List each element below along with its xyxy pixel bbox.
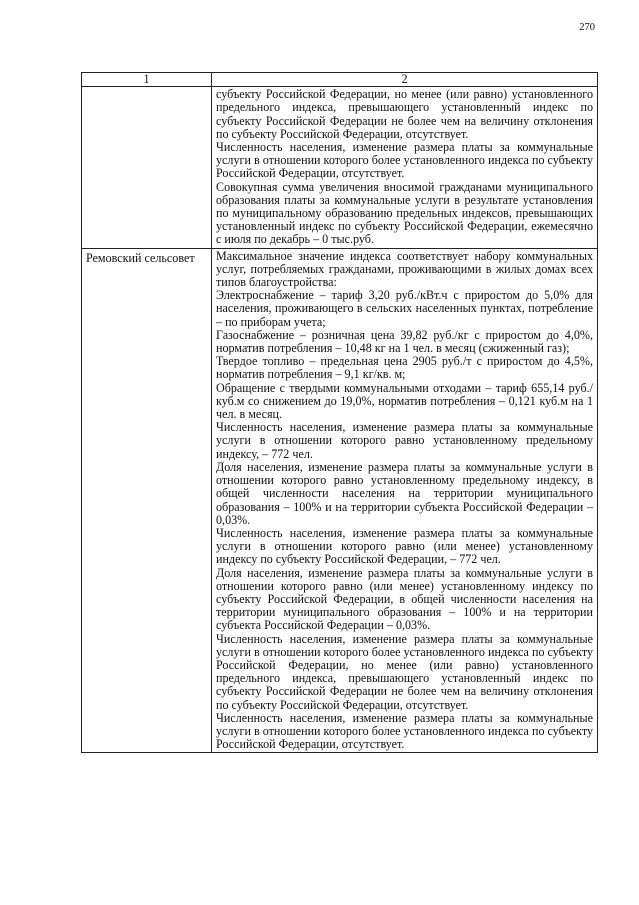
indicator-paragraph: Электроснабжение – тариф 3,20 руб./кВт.ч с приростом до 5,0% для населения, проживающего в сельских населенных пунктах, потребление – по приборам учета; — [216, 288, 593, 329]
indicator-paragraph: Численность населения, изменение размера платы за коммунальные услуги в отношении которого равно (или менее) установленному индексу по субъекту Российской Федерации, – 772 чел. — [216, 525, 593, 567]
municipality-name-cell — [82, 87, 212, 248]
document-table — [81, 72, 598, 753]
indicator-paragraph: Твердое топливо – предельная цена 2905 руб./т с приростом до 4,5%, норматив потребления – 9,1 кг/кв. м; — [216, 354, 593, 382]
indicator-paragraph: Обращение с твердыми коммунальными отходами – тариф 655,14 руб./куб.м со снижением до 19,0%, норматив потребления – 0,121 куб.м на 1 чел. в месяц. — [216, 380, 593, 422]
indicators-cell — [212, 87, 598, 248]
indicator-paragraph: Доля населения, изменение размера платы за коммунальные услуги в отношении которого равно (или менее) установленному индексу по субъекту Российской Федерации, в общей численности населения на территории муниципального образования – 100% и на территории субъекта Российской Федерации – 0,03%. — [216, 565, 593, 633]
indicator-paragraph: субъекту Российской Федерации, но менее (или равно) установленного предельного индекса, превышающего установленный индекс по субъекту Российской Федерации не более чем на величину отклонения по субъекту Российской Федерации, отсутствует. — [216, 87, 593, 141]
indicators-cell — [212, 248, 598, 753]
indicator-paragraph: Совокупная сумма увеличения вносимой гражданами муниципального образования платы за коммунальные услуги в результате установления по муниципальному образованию предельных индексов, превышающих установленный индекс по субъекту Российской Федерации, ежемесячно с июля по декабрь – 0 тыс.руб. — [216, 179, 593, 247]
indicator-paragraph: Доля населения, изменение размера платы за коммунальные услуги в отношении которого равно установленному предельному индексу, в общей численности населения на территории муниципального образования – 100% и на территории субъекта Российской Федерации – 0,03%. — [216, 459, 593, 527]
indicator-paragraph: Численность населения, изменение размера платы за коммунальные услуги в отношении которого равно установленному предельному индексу, – 772 чел. — [216, 420, 593, 461]
table-row — [82, 87, 598, 248]
page-number: 270 — [579, 22, 595, 33]
indicator-paragraph: Газоснабжение – розничная цена 39,82 руб./кг с приростом до 4,0%, норматив потребления – 10,48 кг на 1 чел. в месяц (сжиженный газ); — [216, 327, 593, 356]
indicator-paragraph: Численность населения, изменение размера платы за коммунальные услуги в отношении которого более установленного индекса по субъекту Российской Федерации, но менее (или равно) установленного предельного индекса, превышающего установленный индекс по субъекту Российской Федерации не более чем на величину отклонения по субъекту Российской Федерации, отсутствует. — [216, 631, 593, 712]
table-row — [82, 248, 598, 753]
column-header-1: 1 — [82, 73, 212, 87]
municipality-name-cell: Ремовский сельсовет — [82, 248, 212, 753]
table-header-row — [82, 73, 598, 87]
indicator-paragraph: Численность населения, изменение размера платы за коммунальные услуги в отношении которого более установленного индекса по субъекту Российской Федерации, отсутствует. — [216, 140, 593, 181]
indicator-paragraph: Численность населения, изменение размера платы за коммунальные услуги в отношении которого более установленного индекса по субъекту Российской Федерации, отсутствует. — [216, 710, 593, 752]
column-header-2: 2 — [212, 73, 598, 87]
indicator-paragraph: Максимальное значение индекса соответствует набору коммунальных услуг, потребляемых гражданами, проживающими в жилых домах всех типов благоустройства: — [216, 248, 593, 290]
